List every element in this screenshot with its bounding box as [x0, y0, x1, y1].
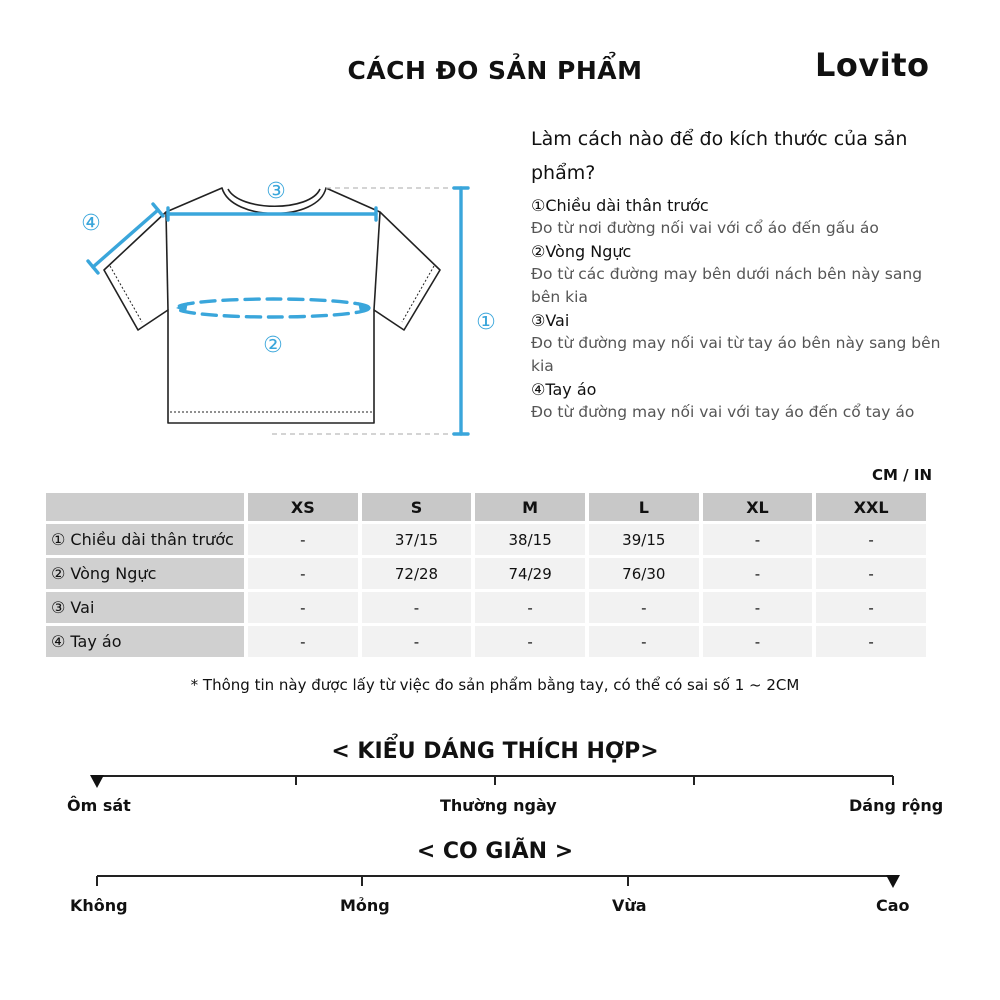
unit-label: CM / IN — [872, 466, 932, 484]
fit-label-right: Dáng rộng — [849, 796, 944, 815]
fit-label-left: Ôm sát — [67, 796, 131, 815]
guide-item-desc: Đo từ đường may nối vai từ tay áo bên này sang bên kia — [531, 334, 941, 375]
table-cell: - — [589, 592, 699, 623]
marker-4: ④ — [81, 211, 101, 236]
table-cell: 38/15 — [475, 524, 585, 555]
page-title: CÁCH ĐO SẢN PHẨM — [347, 56, 643, 85]
fit-title: < KIỂU DÁNG THÍCH HỢP> — [331, 739, 659, 764]
guide-question: Làm cách nào để đo kích thước của sản phẩm? — [531, 128, 908, 184]
table-cell: - — [703, 524, 813, 555]
sleeve-measure-line — [93, 210, 158, 267]
size-header: M — [475, 493, 585, 521]
table-cell: - — [816, 524, 926, 555]
measurement-note: * Thông tin này được lấy từ việc đo sản phẩm bằng tay, có thể có sai số 1 ~ 2CM — [190, 676, 800, 694]
table-cell: - — [248, 558, 358, 589]
marker-3: ③ — [266, 179, 286, 204]
guide-item — [531, 240, 941, 309]
guide-item-heading: ④Tay áo — [531, 380, 597, 399]
marker-1: ① — [476, 310, 496, 335]
table-cell: - — [816, 558, 926, 589]
table-cell: - — [816, 592, 926, 623]
size-header-row — [46, 493, 926, 521]
table-cell: - — [816, 626, 926, 657]
table-cell: - — [248, 626, 358, 657]
row-label: ③ Vai — [46, 592, 244, 623]
chest-measure-ellipse — [177, 299, 369, 317]
guide-item-heading: ①Chiều dài thân trước — [531, 196, 709, 215]
table-cell: - — [248, 524, 358, 555]
left-armhole — [166, 212, 168, 310]
table-cell: - — [703, 626, 813, 657]
table-cell: - — [703, 592, 813, 623]
guide-item — [531, 194, 941, 240]
guide-item — [531, 309, 941, 378]
table-cell: 72/28 — [362, 558, 472, 589]
left-cuff-stitch — [110, 266, 142, 322]
stretch-label-2: Mỏng — [340, 896, 390, 915]
measure-guide — [531, 122, 941, 424]
tshirt-diagram — [0, 0, 520, 460]
table-row — [46, 524, 926, 555]
size-header: S — [362, 493, 472, 521]
row-label: ④ Tay áo — [46, 626, 244, 657]
table-corner — [46, 493, 244, 521]
table-cell: 37/15 — [362, 524, 472, 555]
right-armhole — [374, 212, 380, 310]
guide-item-desc: Đo từ các đường may bên dưới nách bên này sang bên kia — [531, 265, 923, 306]
guide-item-desc: Đo từ đường may nối vai với tay áo đến cổ tay áo — [531, 403, 915, 421]
stretch-title: < CO GIÃN > — [416, 839, 574, 864]
size-header: XXL — [816, 493, 926, 521]
stretch-selected-marker — [886, 875, 900, 888]
row-label: ① Chiều dài thân trước — [46, 524, 244, 555]
table-cell: - — [362, 592, 472, 623]
stretch-label-1: Không — [70, 896, 128, 915]
table-cell: 39/15 — [589, 524, 699, 555]
table-cell: - — [475, 592, 585, 623]
guide-item-heading: ③Vai — [531, 311, 570, 330]
table-cell: 74/29 — [475, 558, 585, 589]
brand-logo: Lovito — [815, 46, 930, 84]
table-cell: 76/30 — [589, 558, 699, 589]
fit-label-middle: Thường ngày — [440, 796, 557, 815]
fit-selected-marker — [90, 775, 104, 788]
table-cell: - — [248, 592, 358, 623]
right-cuff-stitch — [402, 266, 434, 322]
size-header: XS — [248, 493, 358, 521]
size-header: XL — [703, 493, 813, 521]
table-row — [46, 558, 926, 589]
guide-item-desc: Đo từ nơi đường nối vai với cổ áo đến gấu áo — [531, 219, 879, 237]
size-table — [42, 490, 930, 660]
stretch-scale — [0, 868, 1000, 898]
stretch-label-3: Vừa — [612, 896, 647, 915]
row-label: ② Vòng Ngực — [46, 558, 244, 589]
table-cell: - — [362, 626, 472, 657]
stretch-label-4: Cao — [876, 896, 910, 915]
guide-item — [531, 378, 941, 424]
table-cell: - — [703, 558, 813, 589]
table-row — [46, 626, 926, 657]
table-cell: - — [475, 626, 585, 657]
table-row — [46, 592, 926, 623]
table-cell: - — [589, 626, 699, 657]
guide-item-heading: ②Vòng Ngực — [531, 242, 632, 261]
size-header: L — [589, 493, 699, 521]
marker-2: ② — [263, 333, 283, 358]
tshirt-outline — [104, 188, 440, 423]
